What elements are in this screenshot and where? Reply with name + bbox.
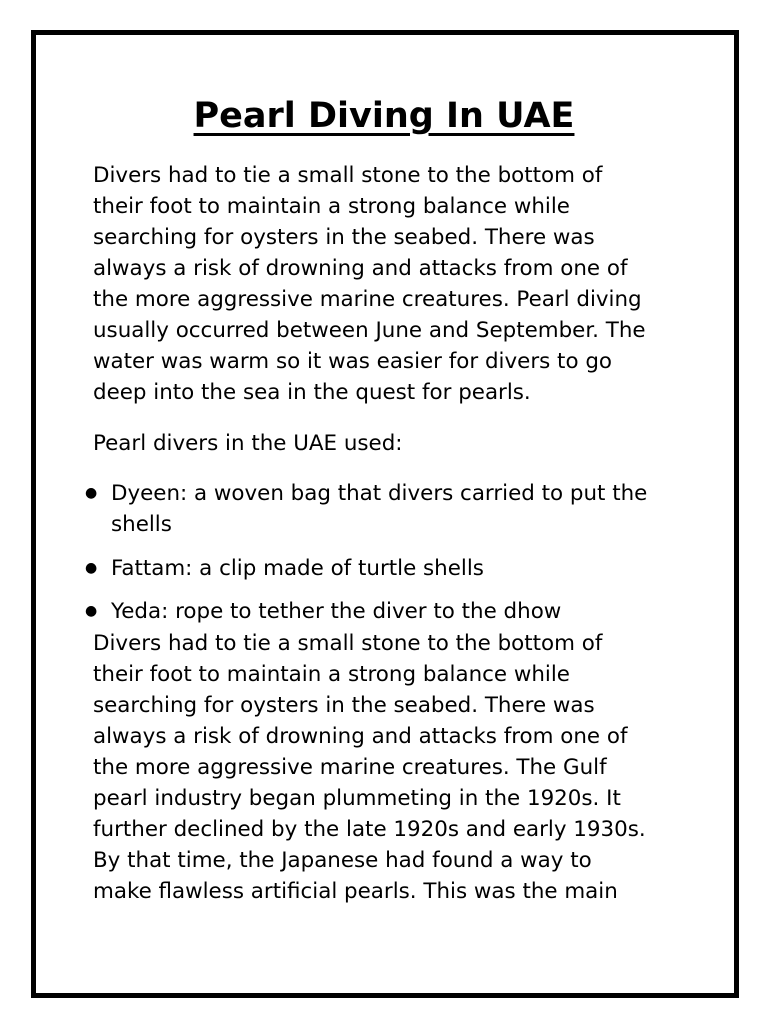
paragraph-line: deep into the sea in the quest for pearls. — [93, 380, 531, 405]
paragraph-line: further declined by the late 1920s and early 1930s. — [93, 817, 646, 842]
paragraph-line: the more aggressive marine creatures. Pearl diving — [93, 287, 642, 312]
list-item-text — [111, 478, 647, 540]
bullet-icon: ● — [85, 485, 98, 501]
paragraph-line: usually occurred between June and September. The — [93, 318, 646, 343]
list-item-text — [111, 596, 561, 627]
paragraph-line: the more aggressive marine creatures. The Gulf — [93, 755, 607, 780]
paragraph-line: make flawless artificial pearls. This was the main — [93, 879, 618, 904]
paragraph-line: water was warm so it was easier for divers to go — [93, 349, 612, 374]
paragraph-line: their foot to maintain a strong balance while — [93, 662, 570, 687]
list-item-line: Yeda: rope to tether the diver to the dhow — [111, 599, 562, 624]
bullet-icon: ● — [85, 560, 98, 576]
paragraph-line: searching for oysters in the seabed. There was — [93, 225, 595, 250]
paragraph-line: pearl industry began plummeting in the 1920s. It — [93, 786, 621, 811]
paragraph-line: searching for oysters in the seabed. There was — [93, 693, 595, 718]
page-title: Pearl Diving In UAE — [193, 96, 575, 136]
paragraph-line: Divers had to tie a small stone to the bottom of — [93, 163, 603, 188]
bullet-icon: ● — [85, 603, 98, 619]
list-item-line: shells — [111, 512, 172, 537]
paragraph-line: always a risk of drowning and attacks from one of — [93, 256, 628, 281]
list-item-line: Fattam: a clip made of turtle shells — [111, 556, 484, 581]
list-intro: Pearl divers in the UAE used: — [93, 431, 403, 456]
paragraph-line: By that time, the Japanese had found a way to — [93, 848, 592, 873]
paragraph-line: always a risk of drowning and attacks from one of — [93, 724, 628, 749]
list-item-text — [111, 553, 484, 584]
intro-paragraph — [93, 160, 683, 408]
paragraph-line: their foot to maintain a strong balance while — [93, 194, 570, 219]
paragraph-line: Divers had to tie a small stone to the bottom of — [93, 631, 603, 656]
closing-paragraph — [93, 628, 683, 907]
list-item-line: Dyeen: a woven bag that divers carried to put the — [111, 481, 648, 506]
